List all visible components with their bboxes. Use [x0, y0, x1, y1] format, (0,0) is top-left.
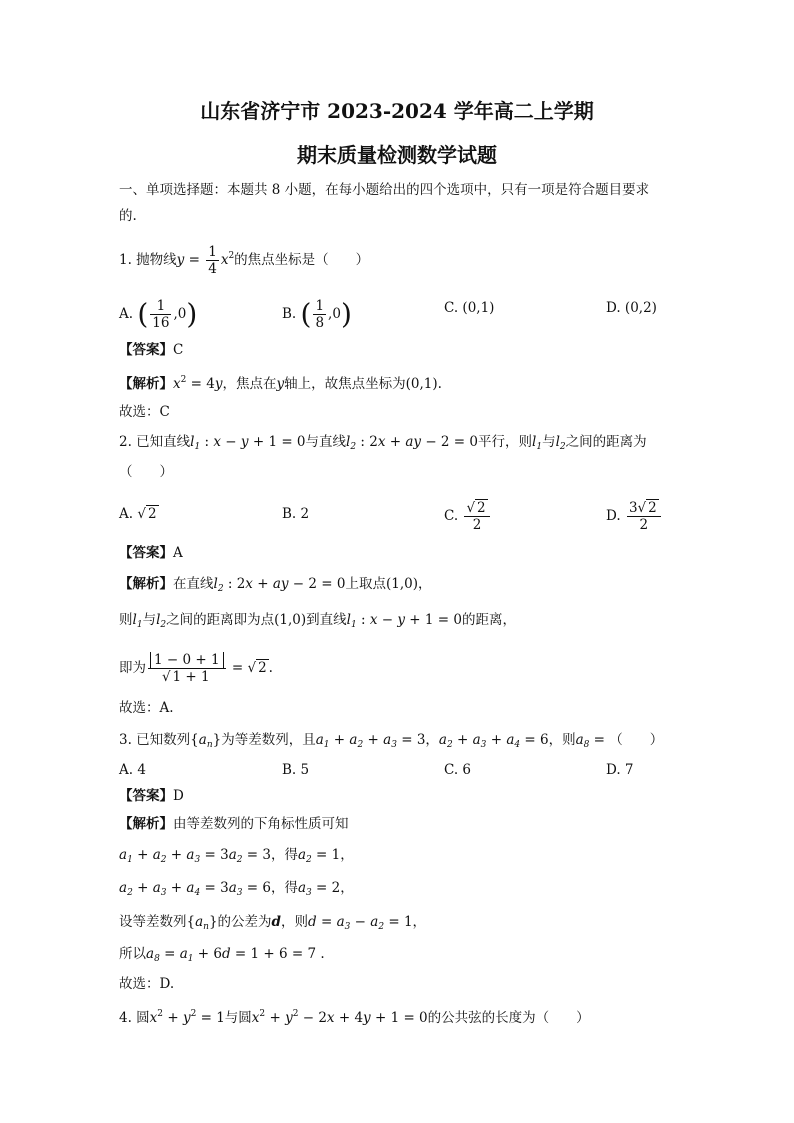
- q3-option-d: D. 7: [606, 762, 634, 778]
- q3-option-a: A. 4: [119, 762, 146, 778]
- q3-option-b: B. 5: [282, 762, 310, 778]
- q3-choice: 故选：D.: [119, 976, 175, 992]
- q1-choice: 故选：C: [119, 404, 170, 420]
- section-heading-cont: 的.: [119, 208, 137, 224]
- question-1: 1. 抛物线y = $\frac{1}{4}$ $x^2$的焦点坐标是（ ）: [119, 244, 370, 277]
- q2-analysis-1: 【解析】在直线$l_2$ : 2x + ay − 2 = 0上取点(1,0)，: [119, 576, 432, 594]
- q3-option-c: C. 6: [444, 762, 472, 778]
- q2-option-a: A. √ 2: [119, 506, 157, 522]
- q1-option-c: C. (0,1): [444, 300, 495, 316]
- q1-option-b: B. ( $\frac{1}{8}$ ,0): [282, 297, 352, 331]
- q3-analysis-1: 【解析】由等差数列的下角标性质可知: [119, 816, 349, 832]
- q2-choice: 故选：A.: [119, 700, 174, 716]
- q1-option-d: D. (0,2): [606, 300, 657, 316]
- title-line-1: 山东省济宁市 2023-2024 学年高二上学期: [200, 99, 594, 123]
- q2-answer: 【答案】A: [119, 545, 183, 561]
- q1-option-a: A. ( $\frac{1}{16}$ ,0): [119, 297, 198, 331]
- q3-analysis-5: 所以$a_8 = a_1 + 6d = 1 + 6 = 7$ .: [119, 946, 325, 964]
- question-2-paren: （ ）: [119, 464, 173, 480]
- q2-analysis-2: 则$l_1$与$l_2$之间的距离即为点(1,0)到直线$l_1$ : x − y + 1 = 0的距离，: [119, 612, 516, 630]
- question-3: 3. 已知数列$\{a_n\}$为等差数列，且$a_1 + a_2 + a_3 = 3$，$a_2 + a_3 + a_4 = 6$，则$a_8$ = （ ）: [119, 732, 664, 750]
- title-line-2: 期末质量检测数学试题: [297, 143, 497, 167]
- q3-analysis-2: $a_1 + a_2 + a_3 = 3a_2 = 3$，得$a_2 = 1$，: [119, 847, 354, 865]
- q2-option-d: D. $\frac{3√ 2}{2}$: [606, 500, 663, 533]
- q1-answer: 【答案】C: [119, 342, 184, 358]
- q3-answer: 【答案】D: [119, 788, 184, 804]
- question-2: 2. 已知直线$l_1$ : x − y + 1 = 0与直线$l_2$ : 2x + ay − 2 = 0平行，则$l_1$与$l_2$之间的距离为: [119, 434, 647, 452]
- q2-option-b: B. 2: [282, 506, 310, 522]
- question-4: 4. 圆$x^2 + y^2 = 1$与圆$x^2 + y^2 - 2x + 4y + 1 = 0$的公共弦的长度为（ ）: [119, 1009, 590, 1026]
- q3-analysis-4: 设等差数列$\{a_n\}$的公差为d，则$d = a_3 - a_2 = 1$，: [119, 914, 427, 932]
- q2-option-c: C. $\frac{√ 2}{2}$: [444, 500, 492, 533]
- q1-analysis: 【解析】$x^2 = 4y$，焦点在y轴上，故焦点坐标为(0,1).: [119, 375, 442, 392]
- q3-analysis-3: $a_2 + a_3 + a_4 = 3a_3 = 6$，得$a_3 = 2$，: [119, 880, 354, 898]
- section-heading: 一、单项选择题：本题共 8 小题，在每小题给出的四个选项中，只有一项是符合题目要求: [119, 182, 650, 198]
- q2-analysis-3: 即为 $\frac{1 - 0 + 1}{√ 1 + 1}$ = √ 2 .: [119, 652, 273, 685]
